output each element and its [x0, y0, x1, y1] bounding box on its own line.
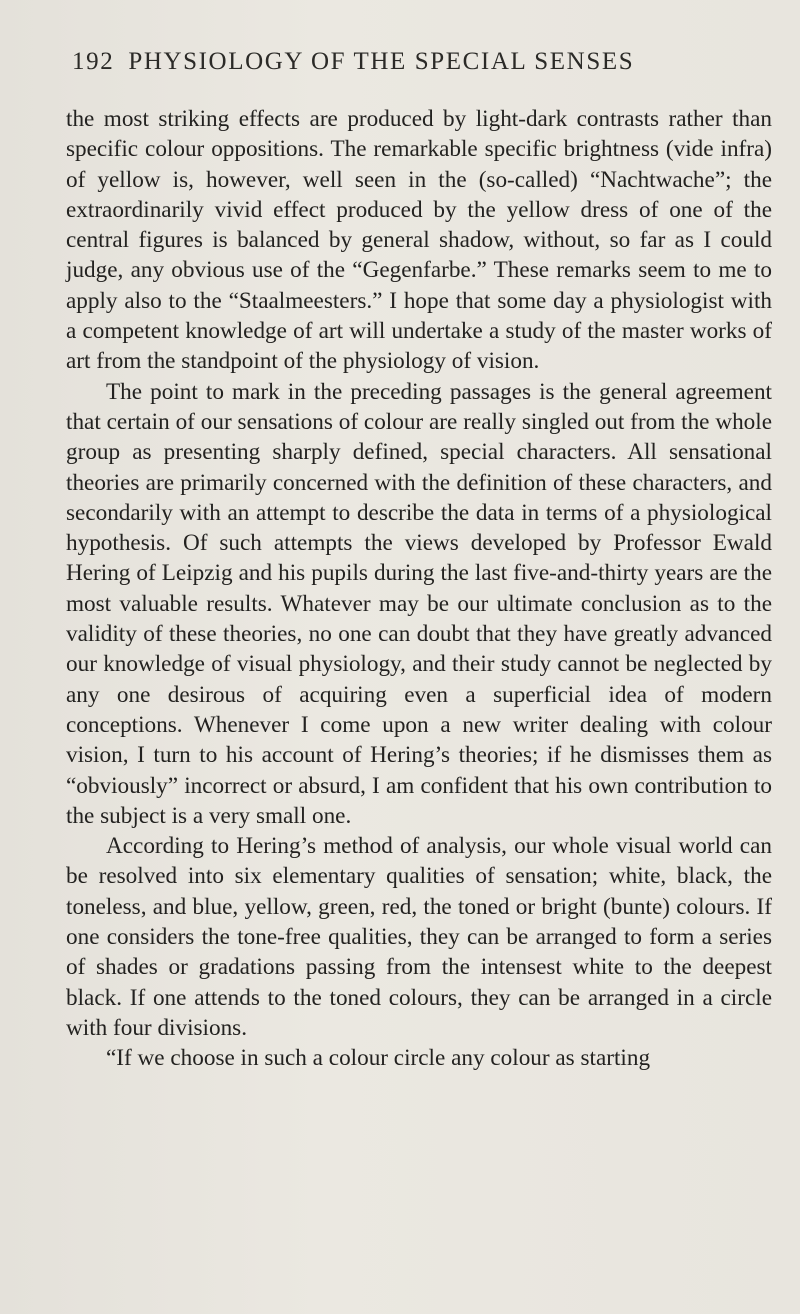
- paragraph-1: the most striking effects are produced by light-dark contrasts rather than specific colour oppositions. The remarkable specific brightness (vide infra) of yellow is, however, well seen in the (so-called) “Nachtwache”; the extraordinarily vivid effect produced by the yellow dress of one of the central figures is balanced by general shadow, without, so far as I could judge, any obvious use of the “Gegenfarbe.” These remarks seem to me to apply also to the “Staalmeesters.” I hope that some day a physiologist with a competent knowledge of art will undertake a study of the master works of art from the standpoint of the physiology of vision.: [66, 106, 772, 375]
- page-number: 192: [72, 48, 115, 75]
- paragraph-4: “If we choose in such a colour circle any colour as starting: [106, 1045, 651, 1072]
- body-text: [66, 104, 772, 1074]
- paragraph-3: According to Hering’s method of analysis, our whole visual world can be resolved into six elementary qualities of sensation; white, black, the toneless, and blue, yellow, green, red, the toned or bright (bunte) colours. If one considers the tone-free qualities, they can be arranged to form a series of shades or gradations passing from the intensest white to the deepest black. If one attends to the toned colours, they can be arranged in a circle with four divisions.: [66, 833, 772, 1041]
- running-title: PHYSIOLOGY OF THE SPECIAL SENSES: [128, 48, 635, 75]
- running-header: [72, 48, 772, 76]
- paragraph-2: The point to mark in the preceding passages is the general agreement that certain of our sensations of colour are really singled out from the whole group as presenting sharply defined, special characters. All sensational theories are primarily concerned with the definition of these characters, and secondarily with an attempt to describe the data in terms of a physiological hypothesis. Of such attempts the views developed by Professor Ewald Hering of Leipzig and his pupils during the last five-and-thirty years are the most valuable results. Whatever may be our ultimate conclusion as to the validity of these theories, no one can doubt that they have greatly advanced our knowledge of visual physiology, and their study cannot be neglected by any one desirous of acquiring even a superficial idea of modern conceptions. Whenever I come upon a new writer dealing with colour vision, I turn to his account of Hering’s theories; if he dismisses them as “obviously” incorrect or absurd, I am confident that his own contribution to the subject is a very small one.: [66, 378, 772, 829]
